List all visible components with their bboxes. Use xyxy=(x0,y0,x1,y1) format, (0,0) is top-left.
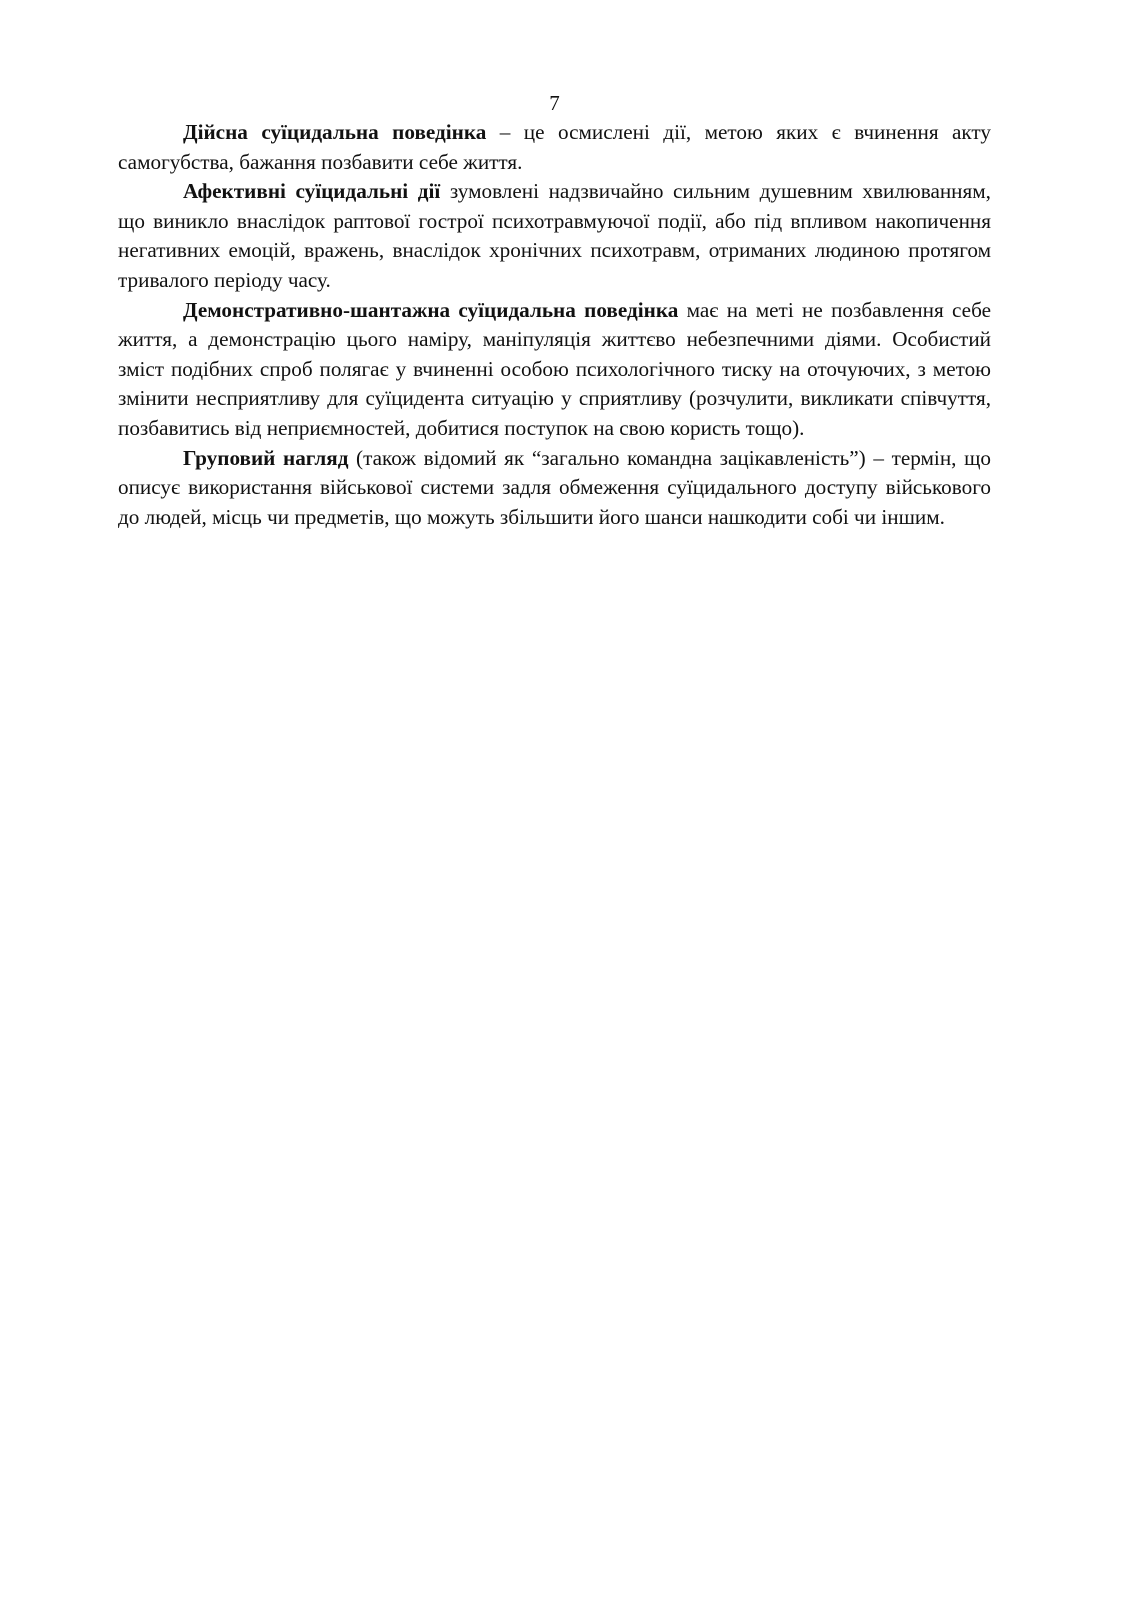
page-number: 7 xyxy=(549,91,560,115)
document-page xyxy=(118,88,991,532)
definition-real-suicidal-behavior: – це осмислені дії, метою яких є вчинення акту самогубства, бажання позбавити себе життя. xyxy=(118,120,991,174)
term-affective-suicidal-actions: Афективні суїцидальні дії xyxy=(183,179,441,204)
paragraph-real-suicidal-behavior xyxy=(118,118,991,177)
paragraph-affective-suicidal-actions xyxy=(118,177,991,295)
term-group-supervision: Груповий нагляд xyxy=(183,445,349,470)
term-real-suicidal-behavior: Дійсна суїцидальна поведінка xyxy=(183,120,487,144)
definition-group-supervision: (також відомий як “загально командна зацікавленість”) – термін, що описує використання військової системи задля обмеження суїцидального доступу військового до людей, місць чи предметів, що можуть збільшити його шанси нашкодити собі чи іншим. xyxy=(118,445,991,529)
term-demonstrative-suicidal-behavior: Демонстративно-шантажна суїцидальна поведінка xyxy=(183,297,679,322)
paragraph-demonstrative-suicidal-behavior xyxy=(118,296,991,444)
definition-demonstrative-suicidal-behavior: має на меті не позбавлення себе життя, а демонстрацію цього наміру, маніпуляція життєво небезпечними діями. Особистий зміст подібних спроб полягає у вчиненні особою психологічного тиску на оточуючих, з метою змінити несприятливу для суїцидента ситуацію у сприятливу (розчулити, викликати співчуття, позбавитись від неприємностей, добитися поступок на свою користь тощо). xyxy=(118,297,991,440)
definition-affective-suicidal-actions: зумовлені надзвичайно сильним душевним хвилюванням, що виникло внаслідок раптової гострої психотравмуючої події, або під впливом накопичення негативних емоцій, вражень, внаслідок хронічних психотравм, отриманих людиною протягом тривалого періоду часу. xyxy=(118,179,991,292)
paragraph-group-supervision xyxy=(118,444,991,533)
